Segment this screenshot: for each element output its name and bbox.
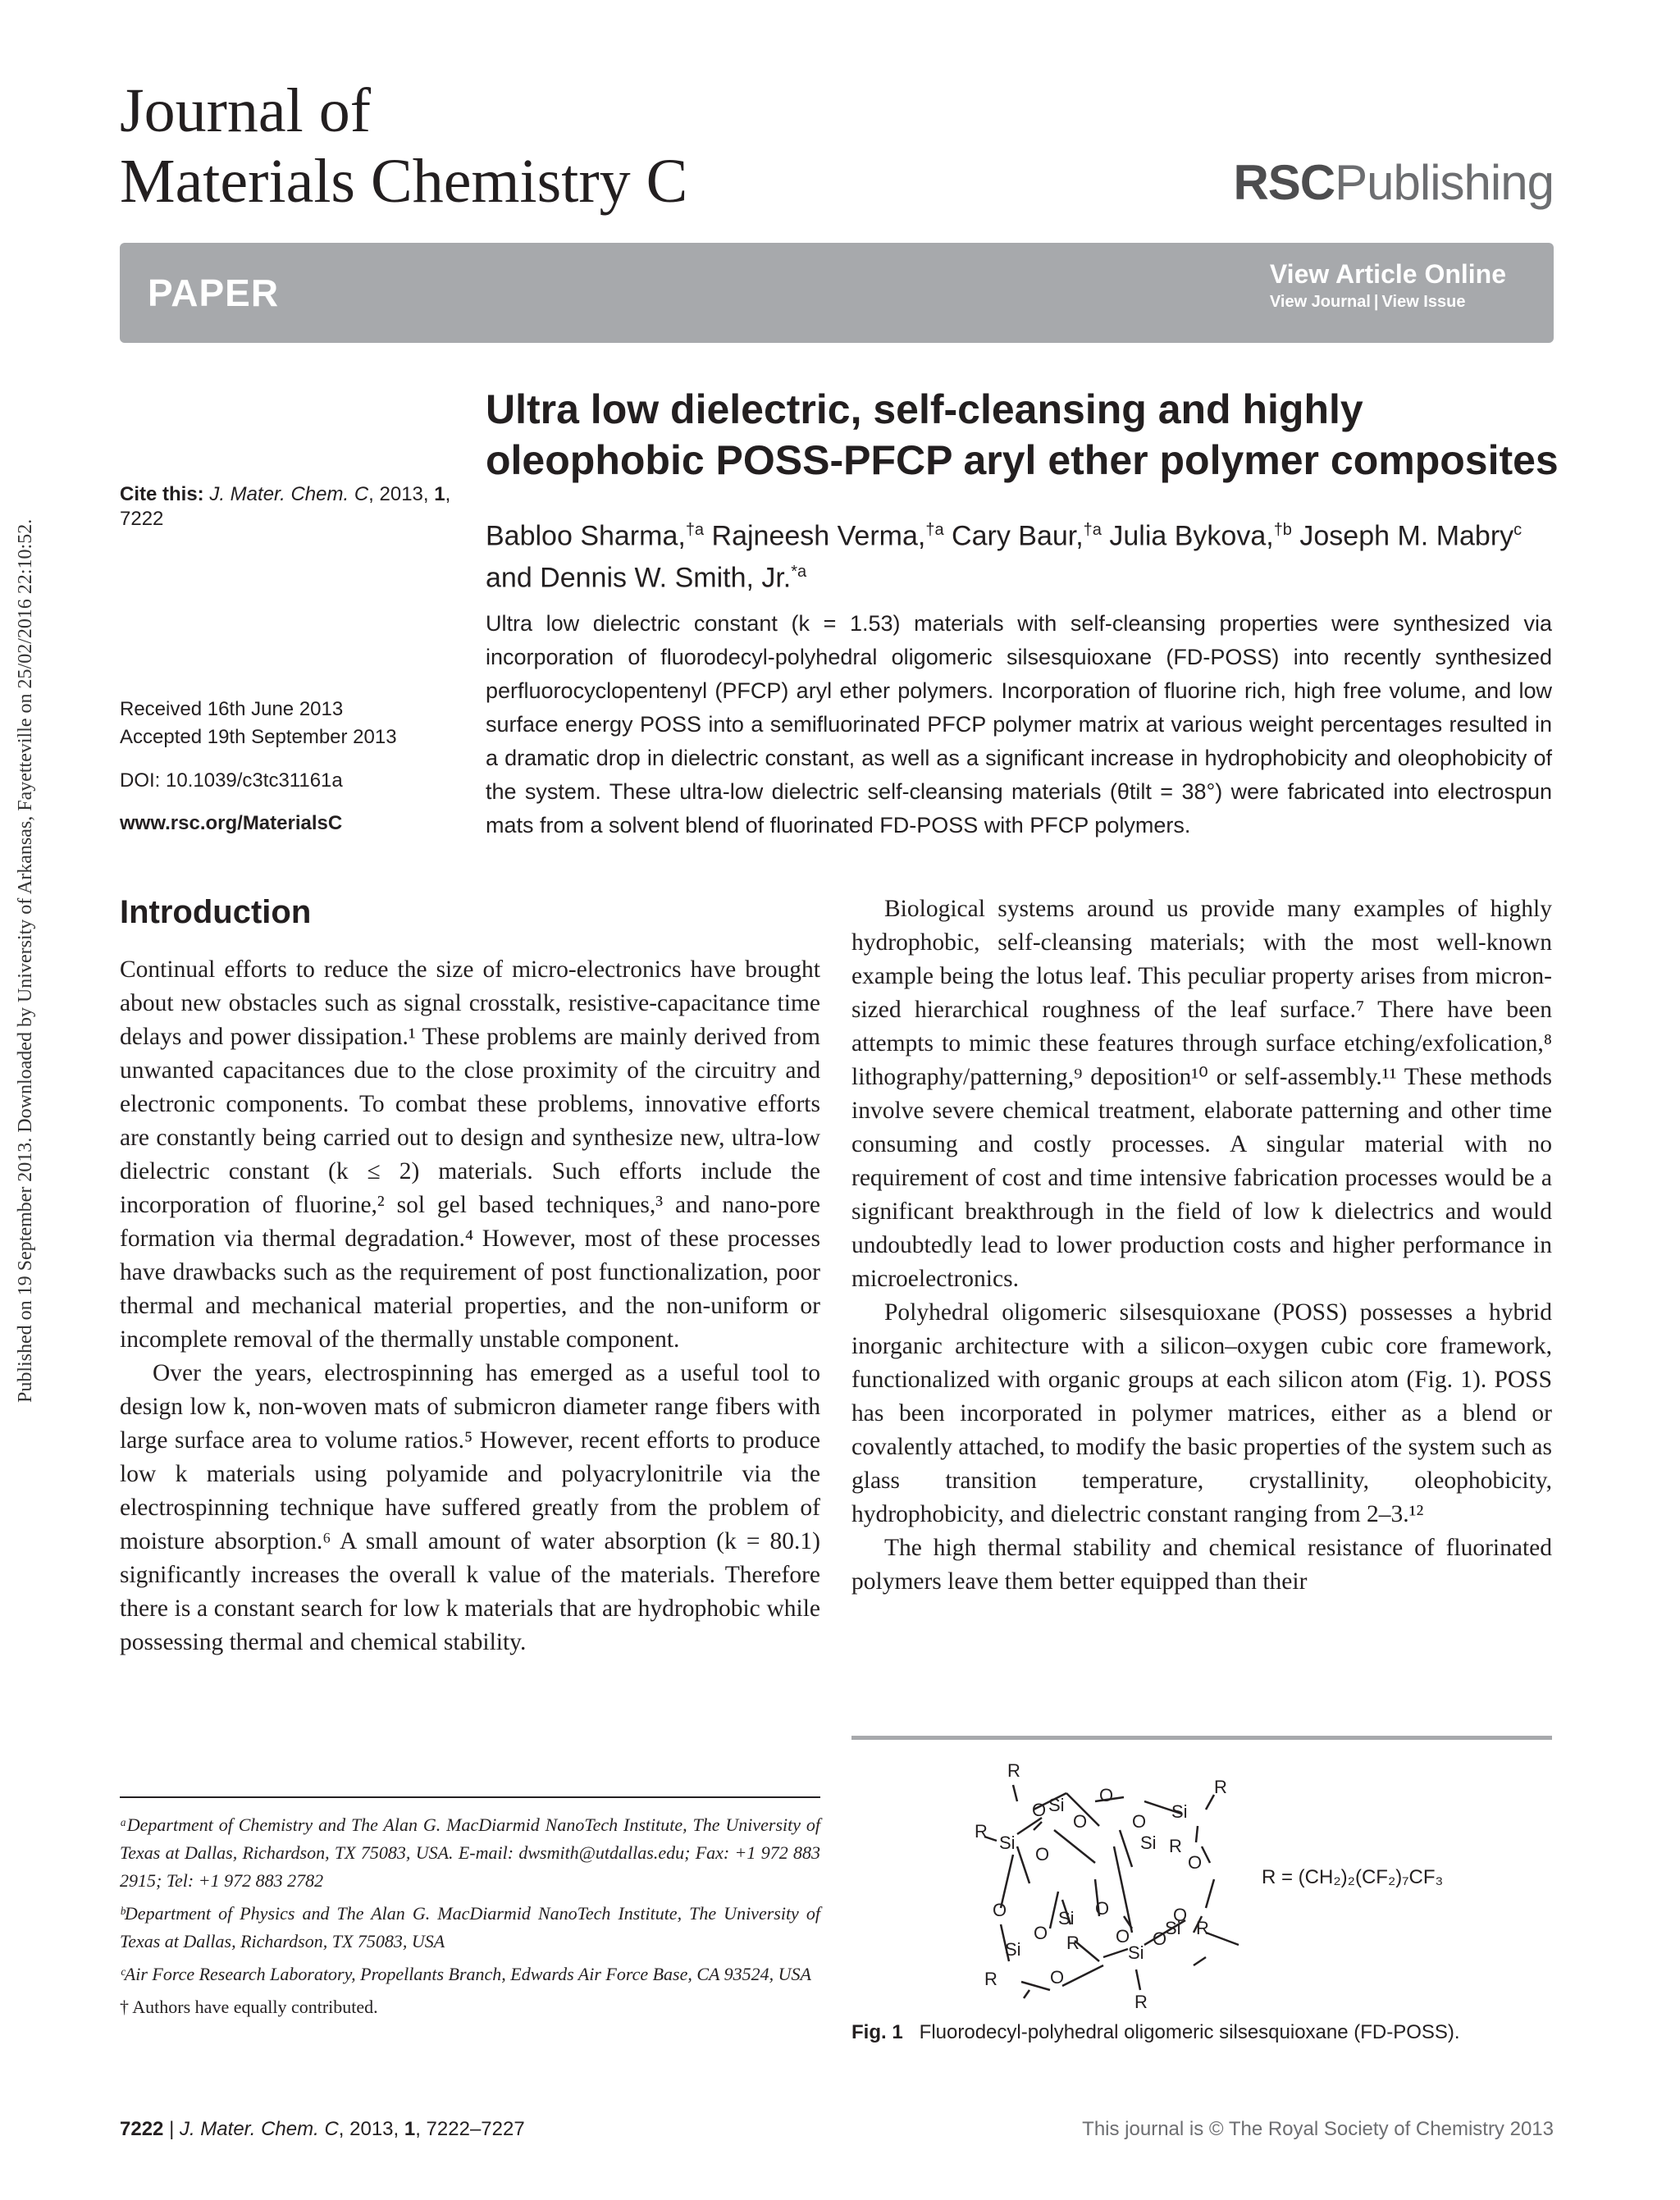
author-affiliation: c — [1513, 521, 1522, 539]
abstract: Ultra low dielectric constant (k = 1.53) materials with self-cleansing properties were synthesized via incorporation of fluorodecyl-polyhedral oligomeric silsesquioxane (FD-POSS) into recently synthesized perfluorocyclopentenyl (PFCP) aryl ether polymers. Incorporation of fluorine rich, high free volume, and low surface energy POSS into a semifluorinated PFCP polymer matrix at various weight percentages resulted in a dramatic drop in dielectric constant, as well as a significant increase in hydrophobicity and oleophobicity of the system. These ultra-low dielectric self-cleansing materials (θtilt = 38°) were fabricated into electrospun mats from a solvent blend of fluorinated FD-POSS with PFCP polymers. — [486, 611, 1552, 838]
cite-journal: J. Mater. Chem. C — [209, 483, 369, 505]
received-date: Received 16th June 2013 — [120, 698, 344, 720]
atom-label: O — [1034, 1923, 1048, 1943]
atom-label: Si — [1165, 1918, 1181, 1938]
paragraph: Polyhedral oligomeric silsesquioxane (POSS) possesses a hybrid inorganic architecture with a silicon–oxygen cubic core framework, functionalized with organic groups at each silicon atom (Fig. 1). POSS has been incorporated in polymer matrices, either as a blend or covalently attached, to modify the basic properties of the system such as glass transition temperature, crystallinity, oleophobicity, hydrophobicity, and dielectric constant ranging from 2–3.¹² — [851, 1299, 1552, 1527]
figure-caption — [851, 2021, 1460, 2044]
atom-label: O — [1095, 1898, 1110, 1919]
cite-page-sep: , — [445, 483, 451, 505]
body-column-left — [120, 953, 820, 1659]
atom-label: O — [1050, 1967, 1065, 1988]
footnote-affiliation-a: ᵃDepartment of Chemistry and The Alan G. MacDiarmid NanoTech Institute, The University of Texas at Dallas, Richardson, TX 75083, USA. E-mail: dwsmith@utdallas.edu; Fax: +1 972 883 2915; Tel: +1 972 883 2782 — [120, 1814, 820, 1891]
footer-separator: | — [169, 2118, 175, 2140]
author-name[interactable]: Julia Bykova, — [1109, 520, 1274, 552]
author-name[interactable]: Rajneesh Verma, — [711, 520, 926, 552]
atom-label: O — [1032, 1800, 1047, 1820]
atom-label: Si — [1140, 1833, 1157, 1853]
r-group-definition: R = (CH₂)₂(CF₂)₇CF₃ — [1262, 1866, 1444, 1888]
author-name[interactable]: Cary Baur, — [952, 520, 1084, 552]
atom-label: O — [1153, 1928, 1167, 1949]
affiliation-footnotes — [120, 1811, 820, 2026]
citation-info — [120, 482, 456, 532]
figure-caption-text: Fluorodecyl-polyhedral oligomeric silsesquioxane (FD-POSS). — [919, 2021, 1460, 2043]
atom-label: Si — [1005, 1939, 1021, 1960]
atom-label: R — [1066, 1933, 1080, 1953]
view-journal-link[interactable]: View Journal — [1269, 293, 1371, 311]
atom-label: R — [1214, 1777, 1227, 1797]
journal-url[interactable]: www.rsc.org/MaterialsC — [120, 812, 343, 834]
page-footer-citation — [120, 2118, 525, 2141]
journal-title-line2: Materials Chemistry C — [120, 147, 688, 216]
view-issue-link[interactable]: View Issue — [1381, 293, 1466, 311]
paragraph: Continual efforts to reduce the size of micro-electronics have brought about new obstacles such as signal crosstalk, resistive-capacitance time delays and power dissipation.¹ These problems are mainly derived from unwanted capacitances due to the close proximity of the circuitry and electronic components. To combat these problems, innovative efforts are constantly being carried out to design and synthesize new, ultra-low dielectric constant (k ≤ 2) materials. Such efforts include the incorporation of fluorine,² sol gel based techniques,³ and nano-pore formation via thermal degradation.⁴ However, most of these processes have drawbacks such as the requirement of post functionalization, poor thermal and mechanical material properties, and the non-uniform or incomplete removal of the thermally unstable component. — [120, 956, 820, 1353]
footnote-affiliation-c: ᶜAir Force Research Laboratory, Propellants Branch, Edwards Air Force Base, CA 93524, USA — [120, 1964, 811, 1984]
publisher-logo-rest: Publishing — [1335, 155, 1554, 210]
atom-label: O — [993, 1900, 1007, 1920]
accepted-date: Accepted 19th September 2013 — [120, 726, 397, 748]
publisher-logo[interactable] — [1233, 154, 1554, 211]
atom-label: O — [1099, 1785, 1114, 1805]
footer-year: , 2013, — [338, 2118, 404, 2140]
paragraph: Over the years, electrospinning has emerged as a useful tool to design low k, non-woven mats of submicron diameter range fibers with large surface area to volume ratios.⁵ However, recent efforts to produce low k materials using polyamide and polyacrylonitrile via the electrospinning technique have suffered greatly from the problem of moisture absorption.⁶ A small amount of water absorption (k = 80.1) significantly increases the overall k value of the materials. Therefore there is a constant search for low k materials that are hydrophobic while possessing thermal and chemical stability. — [120, 1360, 820, 1655]
article-title — [486, 384, 1560, 486]
footnote-divider — [120, 1796, 820, 1798]
author-affiliation: †a — [685, 521, 705, 539]
atom-label: O — [1173, 1905, 1188, 1925]
atom-label: O — [1132, 1811, 1147, 1832]
article-type-banner — [120, 243, 1554, 343]
cite-page: 7222 — [120, 508, 164, 530]
publisher-logo-bold: RSC — [1233, 155, 1335, 210]
author-affiliation: †a — [1083, 521, 1102, 539]
view-links — [1270, 259, 1506, 312]
footer-journal: J. Mater. Chem. C — [179, 2118, 339, 2140]
atom-label: O — [1188, 1852, 1203, 1873]
journal-title[interactable] — [120, 75, 687, 217]
author-name[interactable]: Babloo Sharma, — [486, 520, 686, 552]
link-separator: | — [1373, 293, 1379, 311]
article-type-label: PAPER — [148, 272, 280, 314]
article-title-line2: oleophobic POSS-PFCP aryl ether polymer composites — [486, 437, 1559, 483]
bond-lines — [984, 1785, 1239, 1998]
atom-label: Si — [1058, 1908, 1075, 1928]
author-name[interactable]: Joseph M. Mabry — [1299, 520, 1514, 552]
atom-label: Si — [999, 1833, 1016, 1853]
paragraph: The high thermal stability and chemical resistance of fluorinated polymers leave them better equipped than their — [851, 1535, 1552, 1595]
atom-label: Si — [1171, 1801, 1188, 1822]
atom-label: R — [1169, 1836, 1182, 1856]
atom-label: O — [1073, 1811, 1088, 1832]
atom-label: O — [1035, 1844, 1050, 1865]
copyright-notice: This journal is © The Royal Society of Chemistry 2013 — [1082, 2118, 1554, 2140]
atom-label: R — [1134, 1992, 1148, 2012]
atom-label: R — [1196, 1918, 1209, 1938]
page-number: 7222 — [120, 2118, 164, 2140]
author-affiliation: †a — [925, 521, 944, 539]
figure-divider — [851, 1736, 1552, 1740]
doi[interactable]: DOI: 10.1039/c3tc31161a — [120, 769, 343, 792]
author-affiliation: *a — [791, 563, 807, 582]
cite-label: Cite this: — [120, 483, 204, 505]
footnote-equal-contribution: † Authors have equally contributed. — [120, 1997, 378, 2017]
section-heading-introduction: Introduction — [120, 894, 312, 930]
footer-pages: , 7222–7227 — [415, 2118, 525, 2140]
download-notice: Published on 19 September 2013. Downloaded by University of Arkansas, Fayetteville on 25/02/2016 22:10:52. — [15, 518, 36, 1403]
article-title-line1: Ultra low dielectric, self-cleansing and highly — [486, 386, 1363, 432]
view-article-online-link[interactable]: View Article Online — [1269, 259, 1506, 289]
cite-year: , 2013, — [368, 483, 435, 505]
author-list — [486, 512, 1560, 596]
atom-labels — [975, 1760, 1227, 2012]
journal-title-line1: Journal of — [120, 76, 372, 145]
dates — [120, 696, 456, 751]
atom-label: R — [975, 1821, 988, 1842]
atom-label: Si — [1048, 1795, 1065, 1815]
footnote-affiliation-b: ᵇDepartment of Physics and The Alan G. MacDiarmid NanoTech Institute, The University of Texas at Dallas, Richardson, TX 75083, USA — [120, 1903, 820, 1951]
cite-volume: 1 — [434, 483, 445, 505]
atom-label: O — [1116, 1926, 1130, 1947]
atom-label: Si — [1128, 1942, 1144, 1963]
figure-label: Fig. 1 — [851, 2021, 903, 2043]
paragraph: Biological systems around us provide many examples of highly hydrophobic, self-cleansing materials; with the most well-known example being the lotus leaf. This peculiar property arises from micron-sized hierarchical roughness of the leaf surface.⁷ There have been attempts to mimic these features through surface etching/exfolication,⁸ lithography/patterning,⁹ deposition¹⁰ or self-assembly.¹¹ These methods involve severe chemical treatment, elaborate patterning and other time consuming and costly processes. A singular material with no requirement of cost and time intensive fabrication processes would be a significant breakthrough in the field of low k dielectrics and would undoubtedly lead to lower production costs and higher performance in microelectronics. — [851, 896, 1552, 1292]
poss-structure-figure — [935, 1752, 1550, 2031]
footer-volume: 1 — [404, 2118, 416, 2140]
body-column-right — [851, 892, 1552, 1599]
author-affiliation: †b — [1273, 521, 1292, 539]
author-name[interactable]: and Dennis W. Smith, Jr. — [486, 562, 792, 594]
atom-label: R — [1007, 1760, 1020, 1781]
atom-label: R — [984, 1969, 998, 1989]
